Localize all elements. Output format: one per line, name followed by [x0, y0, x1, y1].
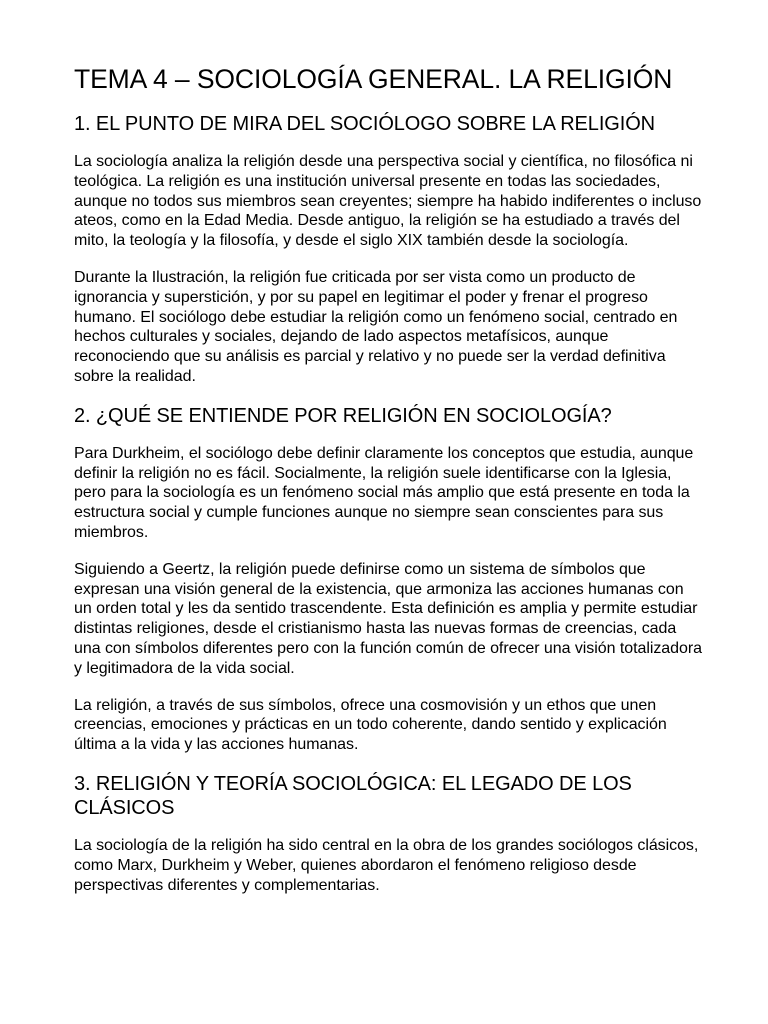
section-2 [74, 404, 704, 755]
section-2-paragraph-1: Para Durkheim, el sociólogo debe definir claramente los conceptos que estudia, aunque definir la religión no es fácil. Socialmente, la religión suele identificarse con la Iglesia, pero para la sociología es un fenómeno social más amplio que está presente en toda la estructura social y cumple funciones aunque no siempre sean conscientes para sus miembros. [74, 444, 694, 541]
document-page [74, 62, 704, 912]
section-2-paragraph-3: La religión, a través de sus símbolos, ofrece una cosmovisión y un ethos que unen creencias, emociones y prácticas en un todo coherente, dando sentido y explicación última a la vida y las acciones humanas. [74, 696, 667, 754]
section-1-paragraph-1: La sociología analiza la religión desde una perspectiva social y científica, no filosófica ni teológica. La religión es una institución universal presente en todas las sociedades, aunque no todos sus miembros sean creyentes; siempre ha habido indiferentes o incluso ateos, como en la Edad Media. Desde antiguo, la religión se ha estudiado a través del mito, la teología y la filosofía, y desde el siglo XIX también desde la sociología. [74, 153, 702, 250]
section-2-heading: 2. ¿QUÉ SE ENTIENDE POR RELIGIÓN EN SOCIOLOGÍA? [74, 404, 612, 427]
document-title: TEMA 4 – SOCIOLOGÍA GENERAL. LA RELIGIÓN [74, 64, 673, 94]
section-3-paragraph-1: La sociología de la religión ha sido central en la obra de los grandes sociólogos clásicos, como Marx, Durkheim y Weber, quienes abordaron el fenómeno religioso desde perspectivas diferentes y complementarias. [74, 836, 699, 894]
section-1-heading: 1. EL PUNTO DE MIRA DEL SOCIÓLOGO SOBRE LA RELIGIÓN [74, 113, 655, 135]
section-1 [74, 112, 704, 387]
section-3-heading: 3. RELIGIÓN Y TEORÍA SOCIOLÓGICA: EL LEGADO DE LOS CLÁSICOS [74, 772, 632, 819]
section-2-paragraph-2: Siguiendo a Geertz, la religión puede definirse como un sistema de símbolos que expresan una visión general de la existencia, que armoniza las acciones humanas con un orden total y les da sentido trascendente. Esta definición es amplia y permite estudiar distintas religiones, desde el cristianismo hasta las nuevas formas de creencias, cada una con símbolos diferentes pero con la función común de ofrecer una visión totalizadora y legitimadora de la vida social. [74, 560, 702, 677]
section-3 [74, 772, 704, 895]
section-1-paragraph-2: Durante la Ilustración, la religión fue criticada por ser vista como un producto de ignorancia y superstición, y por su papel en legitimar el poder y frenar el progreso humano. El sociólogo debe estudiar la religión como un fenómeno social, centrado en hechos culturales y sociales, dejando de lado aspectos metafísicos, aunque reconociendo que su análisis es parcial y relativo y no puede ser la verdad definitiva sobre la realidad. [74, 268, 678, 385]
